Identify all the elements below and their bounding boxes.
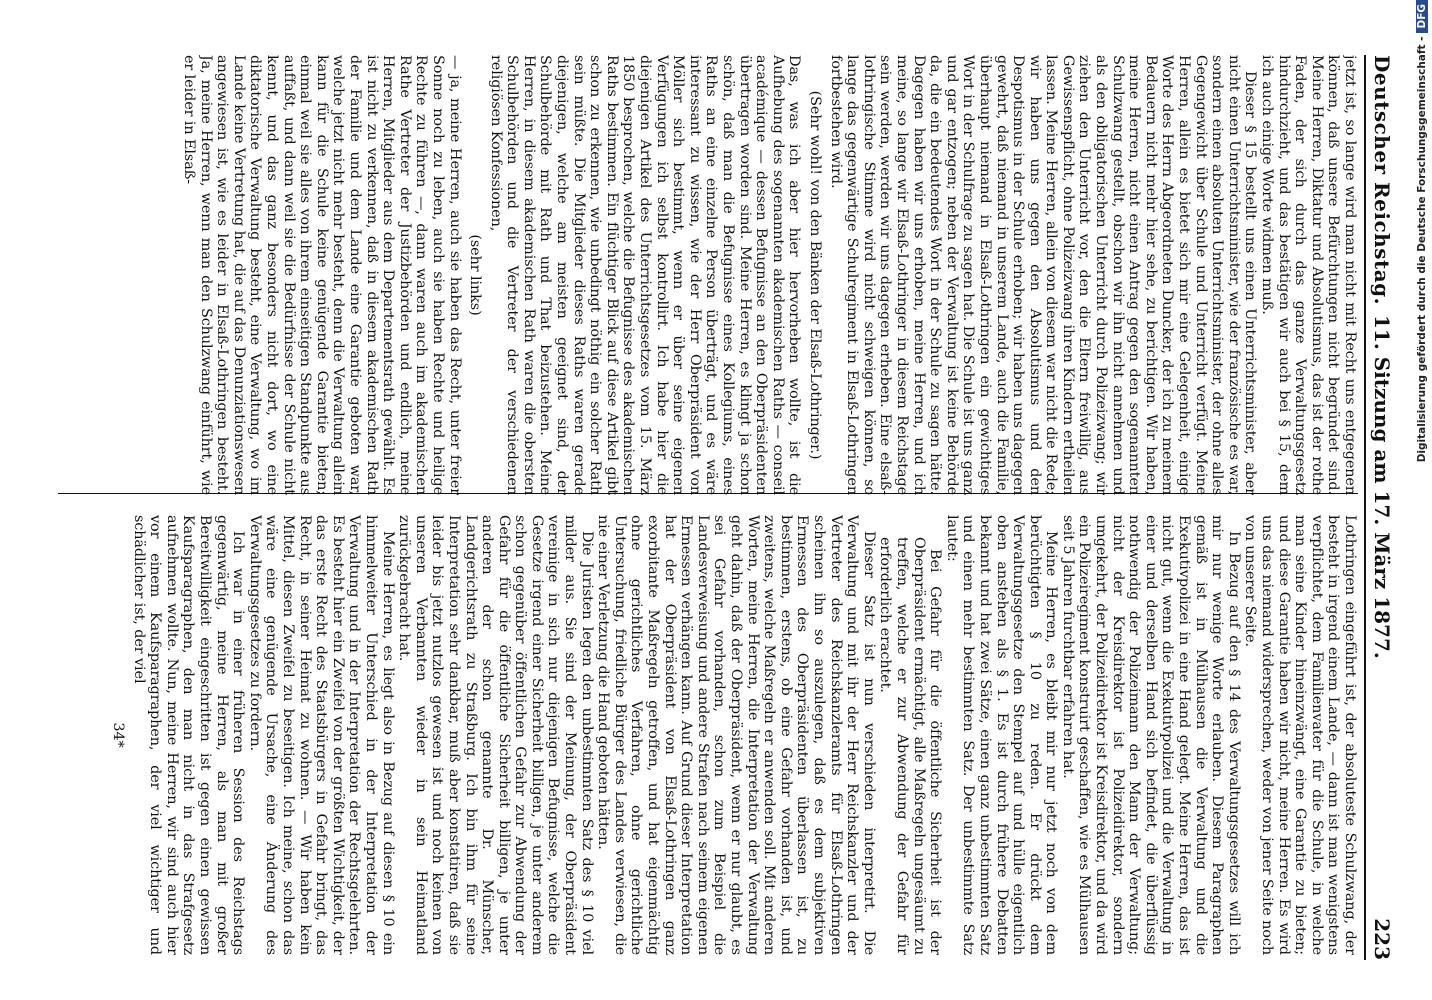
digitization-note <box>1412 0 1432 1000</box>
interjection: (Sehr wohl! von den Bänken der Elsaß-Lothringer.) <box>807 90 823 460</box>
page-header <box>1368 55 1394 960</box>
paragraph: In Bezug auf den § 14 des Verwaltungsgesetzes will ich mir nur wenige Worte erlauben. Diesem Paragraphen gemäß ist in Mülhausen die Verwaltung und die Exekutivpolizei in eine Hand gelegt. Meine Herren, das ist nicht gut, wenn die Exekutivpolizei und die Verwaltung in einer und derselben Hand sich befindet, die überflüssig nothwendig der Polizeimann den Mann der Verwaltung; nicht der Kreisdirektor ist Polizeidirektor, sondern umgekehrt, der Polizeidirektor ist Kreisdirektor, und da wird ein Polizeiregiment konstruirt geschaffen, wie es Mülhausen seit 5 Jahren furchtbar erfahren hat. <box>1059 515 1242 955</box>
interjection: (sehr links) <box>467 234 484 316</box>
column-divider <box>58 493 1358 494</box>
paragraph: Das, was ich aber hier hervorheben wollte, ist die Aufhebung des sogenannten akademischen Raths — conseil académique — dessen Befugnisse an den Oberpräsidenten übertragen worden sind. Meine Herren, es klingt ja schon schön, daß man die Befugnisse eines Kollegiums, eines Raths an eine einzelne Person überträgt, und es wäre interessant zu wissen, wie der Herr Oberpräsident von Möller sich bestimmt, wenn er über seine eigenen Verfügungen ich selbst kontrollirt. Ich habe hier die diejenigen Artikel des Unterrichtsgesetzes vom 15. März 1850 besprochen, welche die Befugnisse des akademischen Raths bestimmen. Ein flüchtiger Blick auf diese Artikel gibt schon zu erkennen, wie unbedingt nöthig ein solcher Rath sein müßte. Die Mitglieder dieses Raths waren gerade diejenigen, welche am meisten geeignet sind, der Schulbehörde mit Rath und That beizustehen. Meine Herren, in diesem akademischen Rath waren die obersten Schulbehörden und die Vertreter der verschiedenen religiösen Konfessionen, <box>487 55 803 495</box>
paragraph: Meine Herren, es bleibt mir nur jetzt noch von dem berüchtigten § 10 zu reden. Er drückt dem Verwaltungsgesetze den Stempel auf und hülle eigentlich oben anstehen als § 1. Es ist durch frühere Debatten bekannt und hat zwei Sätze, einen ganz unbestimmten Satz und einen mehr bestimmten Satz. Der unbestimmte Satz lautet: <box>943 515 1060 955</box>
header-session-title: 11. Sitzung am 17. März 1877. <box>1370 315 1394 659</box>
paragraph: Meine Herren, es liegt also in Bezug auf diesen § 10 ein himmelweiter Unterschied in der Interpretation der Verwaltung und in der Interpretation der Rechtsgelehrten. Es besteht hier ein Zweifel von der größten Wichtigkeit, der das erste Recht des Staatsbürgers in Gefahr bringt, das Recht, in seiner Heimat zu wohnen. — Wir haben kein Mittel, diesen Zweifel zu beseitigen. Ich meine, schon das wäre eine genügende Ursache, eine Änderung des Verwaltungsgesetzes zu fordern. <box>246 515 396 955</box>
paragraph: Die Juristen legen den unbestimmten Satz des § 10 viel milder aus. Sie sind der Meinung, der Oberpräsident vereinige in sich nur diejenigen Befugnisse, welche die Gesetze irgend einer Sicherheit billigen, je unter anderem schon gegenüber öffentlichen Gefahr zur Abwendung der Gefahr für die öffentliche Sicherheit billigen, je unter anderen der schon genannte Dr. Münscher, Landgerichtsrath zu Straßburg. Ich bin ihm für seine Interpretation sehr dankbar, muß aber konstatiren, daß sie leider bis jetzt nutzlos gewesen ist und noch keinen von unseren Verbannten wieder in sein Heimatland zurückgebracht hat. <box>396 515 595 955</box>
dfg-logo: DFG <box>1416 0 1428 33</box>
paragraph: Dieser Satz ist nun verschieden interpretirt. Die Verwaltung und mit ihr der Herr Reichskanzler und der Vertreter des Reichskanzleramts für Elsaß-Lothringen scheinen ihn so auszulegen, daß es dem subjektiven Ermessen des Oberpräsidenten überlassen ist, zu bestimmen, erstens, ob eine Gefahr vorhanden ist, und zweitens, welche Maßregeln er anwenden soll. Mit anderen Worten, meine Herren, die Interpretation der Verwaltung geht dahin, daß der Oberpräsident, wenn er nur glaubt, es sei Gefahr vorhanden, schon zum Beispiel die Landesverweisung und andere Strafen nach seinem eigenen Ermessen verhängen kann. Auf Grund dieser Interpretation hat der Oberpräsident von Elsaß-Lothringen ganz exorbitante Maßregeln getroffen, und hat eigenmächtig ohne gerichtliches Verfahren, ohne gerichtliche Untersuchung, friedliche Bürger des Landes verwiesen, die nie einer Verletzung die Hand geboten hätten. <box>595 515 877 955</box>
quoted-law-text: Bei Gefahr für die öffentliche Sicherheit ist der Oberpräsident ermächtigt, alle Maßregeln ungesäumt zu treffen, welche er zur Abwendung der Gefahr für erforderlich erachtet. <box>877 537 944 955</box>
left-column <box>18 55 1358 495</box>
header-rule <box>1364 55 1366 960</box>
paragraph: — ja, meine Herren, auch sie haben das Recht, unter freier Sonne noch zu leben, auch sie haben Rechte und heilige Rechte zu führen —, dann waren auch im akademischen Rathe Vertreter der Justizbehörden und endlich, meine Herren, Mitglieder aus dem Departementsrath gewählt. Es ist nicht zu verkennen, daß in diesem akademischen Rath der Familie und dem Lande eine Garantie geboten war, welche jetzt nicht mehr besteht, denn die Verwaltung allein kann für die Schule keine genügende Garantie bieten; einmal weil sie alles von ihrem einseitigen Standpunkte aus auffaßt, und dann weil sie die Bedürfnisse der Schule nicht kennt, und das ganz besonders nicht dort, wo eine diktatorische Verwaltung besteht, eine Verwaltung, wo im Lande keine Vertretung hat, die auf das Denunziationswesen angewiesen ist, wie es leider in Elsaß-Lothringen besteht. Ja, meine Herren, wenn man den Schulzwang einführt, wie er leider in Elsaß- <box>181 55 463 495</box>
digitization-note-text: Digitalisierung gefördert durch die Deutsche Forschungsgemeinschaft - <box>1416 36 1428 463</box>
paragraph: jetzt ist, so lange wird man nicht mit Recht uns entgegenen können, daß unsere Befürchtungen nicht begründet sind. Meine Herren, Diktatur und Absolutismus, das ist der rothe Faden, der sich durch das ganze Verwaltungsgesetz hindurchzieht, und das bestätigen wir auch bei § 15, dem ich auch einige Worte widmen muß. <box>1259 55 1358 495</box>
header-publication-title: Deutscher Reichstag. <box>1370 55 1394 306</box>
paragraph: Lothringen eingeführt ist, der absoluteste Schulzwang, der besteht in irgend einem Lande, — dann ist man wenigstens verpflichtet, dem Familienvater für die Schule, in welche man seine Kinder hineinzwängt, eine Garantie zu bieten; und diese Garantie haben wir nicht, meine Herren. Es wird uns das niemand widersprechen, weder von jener Seite noch von unserer Seite. <box>1242 515 1358 955</box>
right-column <box>18 515 1358 955</box>
header-page-number: 223 <box>1370 918 1394 960</box>
paragraph: Ich war in einer früheren Session des Reichstags gegenwärtig, meine Herren, als man mit großer Bereitwilligkeit eingeschritten ist gegen einen gewissen Kaufsparagraphen, den man nicht in das Strafgesetz aufnehmen wollte. Nun, meine Herren, wir sind auch hier vor einem Kaufsparagraphen, der viel wichtiger und schädlicher ist, der viel <box>130 515 247 955</box>
signature-mark: 34* <box>110 722 127 748</box>
paragraph: Dieser § 15 bestellt uns einen Unterrichtsminister, aber nicht einen Unterrichtsminister, wie der französische es war, sondern einen absoluten Unterrichtsminister, der ohne alles Gegengewicht über Schule und Unterricht verfügt. Meine Herren, allein es bietet sich mir eine Gelegenheit, einige Worte des Herrn Abgeordneten Duncker, der ich zu meinem Bedauern nicht mehr hier sehe, zu berichtigen. Wir haben, meine Herren, nicht einen Antrag gegen den sogenannten Schulzwang gestellt, obschon wir ihn nicht annehmen und als den obligatorischen Unterricht durch Polizeizwang; wir ziehen den Unterricht vor, den die Eltern freiwillig, aus Gewissenspflicht, ohne Polizeizwang ihren Kindern ertheilen lassen. Meine Herren, allein von diesem war nicht die Rede; wir haben uns gegen den Absolutismus und den Despotismus in der Schule erhoben; wir haben uns dagegen gewehrt, daß niemand in unserem Lande, auch die Familie, überhaupt niemand in Elsaß-Lothringen ein gewichtiges Wort in der Schulfrage zu sagen hat. Die Schule ist uns ganz und gar entzogen; neben der Verwaltung ist keine Behörde da, die ein bedeutendes Wort in der Schule zu sagen hätte. Dagegen haben wir uns erhoben, meine Herren, und ich meine, so lange wir Elsaß-Lothringer in diesem Reichstage sein werden, werden wir uns dagegen erheben. Eine elsaß-lothringische Stimme wird nicht schweigen können, so lange das gegenwärtige Schulregiment in Elsaß-Lothringen fortbestehen wird. <box>827 55 1259 495</box>
